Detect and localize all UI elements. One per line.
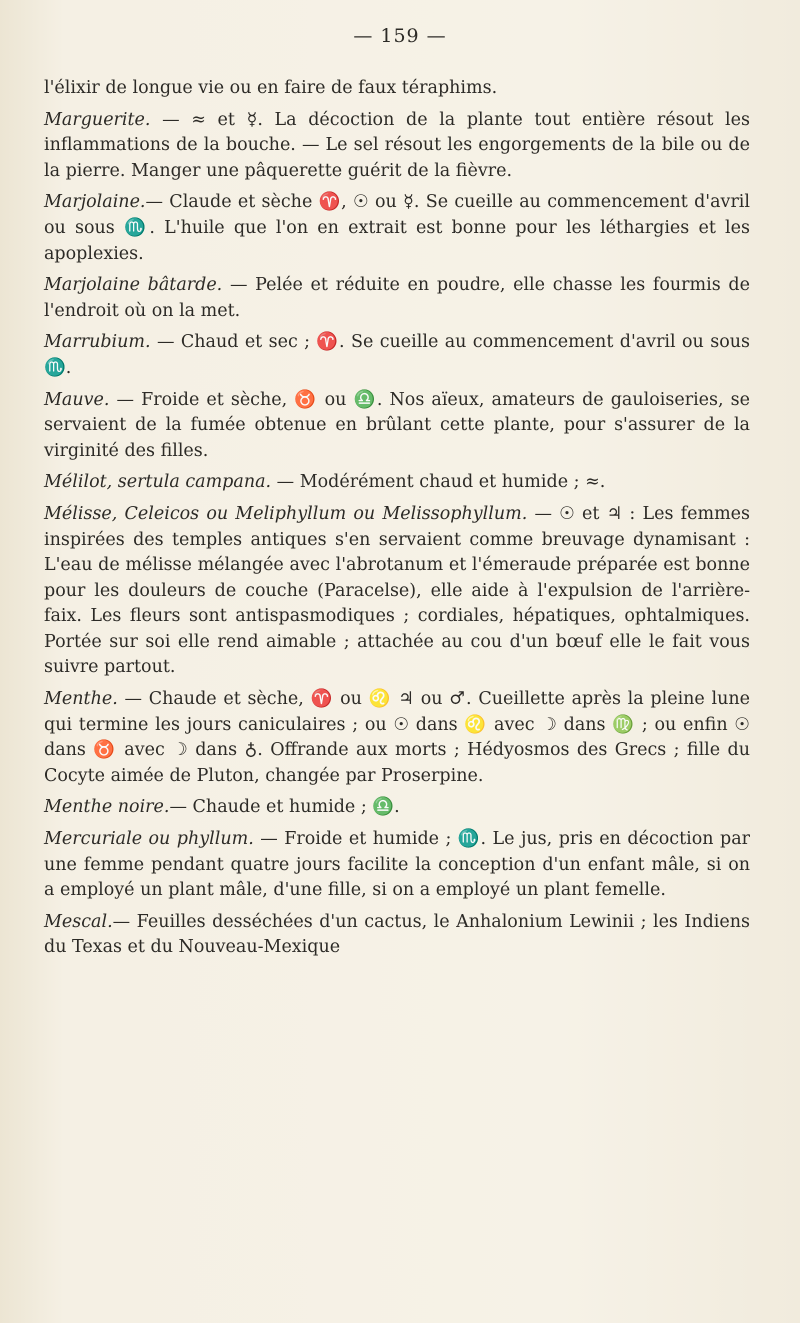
- entry-term: Mauve.: [44, 389, 110, 410]
- entry-body: — Modérément chaud et humide ; ≈.: [271, 472, 606, 493]
- entry-term: Marguerite.: [44, 109, 151, 130]
- entry-body: — Froide et humide ; ♏. Le jus, pris en décoction par une femme pendant quatre jours facilite la conception d'un enfant mâle, si on a employé un plant mâle, d'une fille, si on a employé un plant femelle.: [44, 829, 750, 901]
- entry-continuation: [44, 76, 750, 102]
- entry-term: Marjolaine bâtarde.: [44, 275, 223, 296]
- entry-term: Mélilot, sertula campana.: [44, 472, 272, 493]
- entry-menthe: [44, 687, 750, 789]
- entry-body: — Froide et sèche, ♉ ou ♎. Nos aïeux, amateurs de gauloiseries, se servaient de la fumée obtenue en brûlant cette plante, pour s'assurer de la virginité des filles.: [44, 389, 750, 461]
- entry-term: Mescal.: [44, 911, 113, 932]
- entry-body: l'élixir de longue vie ou en faire de faux téraphims.: [44, 78, 498, 98]
- entry-term: Menthe noire.: [44, 797, 170, 818]
- entry-melilot: [44, 470, 750, 496]
- entry-marjolaine: [44, 190, 750, 267]
- entry-body: — ☉ et ♃ : Les femmes inspirées des temples antiques s'en servaient comme breuvage dynamisant : L'eau de mélisse mélangée avec l'abrotanum et l'émeraude préparée est bonne pour les douleurs de couche (Paracelse), elle aide à l'expulsion de l'arrière-faix. Les fleurs sont antispasmodiques ; cordiales, hépatiques, ophtalmiques. Portée sur soi elle rend aimable ; attachée au cou d'un bœuf elle le fait vous suivre partout.: [44, 503, 750, 678]
- page-number: — 159 —: [353, 25, 447, 47]
- entry-body: — Chaud et sec ; ♈. Se cueille au commencement d'avril ou sous ♏.: [44, 332, 750, 378]
- entry-mercuriale: [44, 827, 750, 904]
- entry-body: — ≈ et ☿. La décoction de la plante tout entière résout les inflammations de la bouche. — Le sel résout les engorgements de la bile ou de la pierre. Manger une pâquerette guérit de la fièvre.: [44, 109, 750, 181]
- entry-term: Mercuriale ou phyllum.: [44, 829, 254, 850]
- entry-body: — Chaude et sèche, ♈ ou ♌ ♃ ou ♂. Cueillette après la pleine lune qui termine les jours caniculaires ; ou ☉ dans ♌ avec ☽ dans ♍ ; ou enfin ☉ dans ♉ avec ☽ dans ♁. Offrande aux morts ; Hédyosmos des Grecs ; fille du Cocyte aimée de Pluton, changée par Proserpine.: [44, 689, 750, 786]
- entry-term: Marjolaine.: [44, 192, 146, 213]
- entry-term: Menthe.: [44, 689, 118, 710]
- entry-term: Marrubium.: [44, 332, 151, 353]
- entry-body: — Chaude et humide ; ♎.: [169, 797, 400, 818]
- entry-term: Mélisse, Celeicos ou Meliphyllum ou Melissophyllum.: [44, 503, 528, 524]
- entry-body: — Pelée et réduite en poudre, elle chasse les fourmis de l'endroit où on la met.: [44, 275, 750, 321]
- entry-melisse: [44, 502, 750, 681]
- entry-menthe-noire: [44, 795, 750, 821]
- page-text: [44, 76, 750, 967]
- entry-mescal: [44, 910, 750, 961]
- entry-body: — Feuilles desséchées d'un cactus, le Anhalonium Lewinii ; les Indiens du Texas et du Nouveau-Mexique: [44, 911, 750, 958]
- entry-mauve: [44, 388, 750, 465]
- entry-body: — Claude et sèche ♈, ☉ ou ☿. Se cueille au commencement d'avril ou sous ♏. L'huile que l'on en extrait est bonne pour les léthargies et les apoplexies.: [44, 192, 750, 264]
- entry-marjolaine-batarde: [44, 273, 750, 324]
- entry-marguerite: [44, 108, 750, 185]
- entry-marrubium: [44, 330, 750, 381]
